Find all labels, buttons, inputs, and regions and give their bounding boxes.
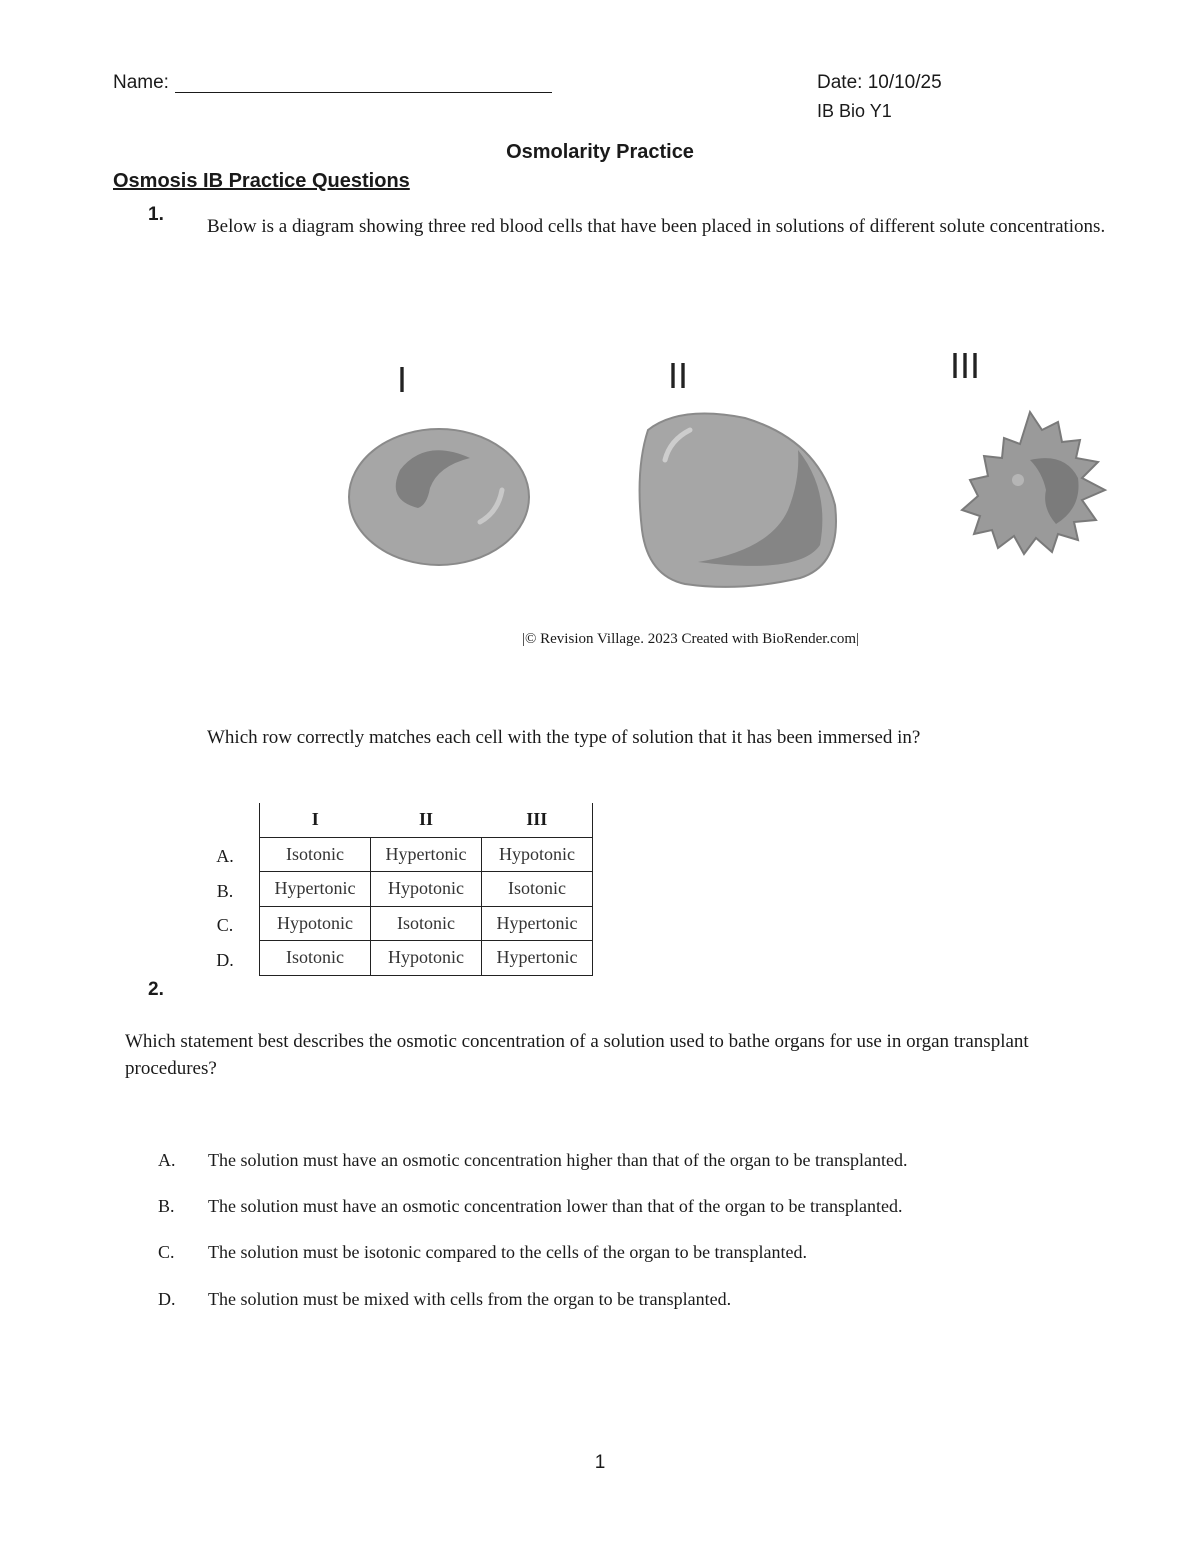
table-header-cell: I: [260, 803, 371, 837]
option-text-c: The solution must be isotonic compared to the cells of the organ to be transplanted.: [208, 1242, 808, 1262]
table-cell: Hypotonic: [482, 837, 593, 872]
document-title: Osmolarity Practice: [506, 141, 694, 163]
row-letter-a: A.: [216, 846, 234, 866]
table-cell: Isotonic: [260, 837, 371, 872]
row-letter-d: D.: [216, 949, 234, 970]
table-cell: Hypotonic: [260, 906, 371, 941]
table-cell: Hypertonic: [482, 941, 593, 976]
name-blank-line: [175, 92, 552, 93]
question-2-text: Which statement best describes the osmotic concentration of a solution used to bathe organs for use in organ transplant procedures?: [125, 1031, 1029, 1079]
cell-ii-swollen: [640, 414, 836, 587]
row-letter-c: C.: [216, 915, 234, 935]
table-header-cell: II: [418, 809, 433, 830]
cell-label-iii: III: [949, 345, 981, 386]
name-label: Name:: [113, 72, 169, 93]
table-row: [260, 906, 593, 941]
option-letter-b: B.: [158, 1196, 175, 1216]
table-cell: Hypotonic: [371, 872, 482, 907]
figure-credit: |© Revision Village. 2023 Created with BioRender.com|: [522, 631, 860, 647]
option-letter-a: A.: [158, 1150, 176, 1170]
question-1-prompt: Which row correctly matches each cell with the type of solution that it has been immersed in?: [207, 727, 921, 748]
date-text: Date: 10/10/25: [817, 72, 942, 93]
table-cell: Hypertonic: [482, 906, 593, 941]
red-blood-cells-figure: [330, 340, 1130, 610]
table-header-cell: III: [482, 803, 593, 837]
option-text-b: The solution must have an osmotic concentration lower than that of the organ to be transplanted.: [208, 1196, 903, 1216]
question-1-text: Below is a diagram showing three red blood cells that have been placed in solutions of different solute concentrations.: [207, 216, 1106, 237]
table-header-row: [260, 803, 593, 837]
table-row: [260, 941, 593, 976]
option-letter-d: D.: [158, 1289, 176, 1309]
page-number: 1: [594, 1452, 606, 1473]
cell-i-normal: [349, 429, 529, 565]
table-cell: Isotonic: [260, 941, 371, 976]
table-row: [260, 872, 593, 907]
option-letter-c: C.: [158, 1242, 175, 1262]
class-text: IB Bio Y1: [817, 101, 892, 121]
option-text-a: The solution must have an osmotic concentration higher than that of the organ to be transplanted.: [208, 1150, 908, 1170]
table-cell: Isotonic: [371, 906, 482, 941]
table-row: [260, 837, 593, 872]
cell-label-i: I: [396, 359, 408, 400]
answer-table: [259, 803, 593, 976]
option-text-d: The solution must be mixed with cells from the organ to be transplanted.: [208, 1289, 732, 1309]
answer-row-letters: [205, 839, 245, 977]
cell-label-ii: II: [667, 355, 689, 396]
table-cell: Hypertonic: [371, 837, 482, 872]
row-letter-b: B.: [216, 880, 234, 901]
section-heading: Osmosis IB Practice Questions: [113, 170, 410, 192]
question-2-number: 2.: [148, 979, 164, 1000]
table-cell: Isotonic: [482, 872, 593, 907]
cell-iii-shrunken: [962, 412, 1105, 554]
table-cell: Hypotonic: [371, 941, 482, 976]
table-cell: Hypertonic: [260, 872, 371, 907]
question-1-number: 1.: [148, 204, 164, 225]
